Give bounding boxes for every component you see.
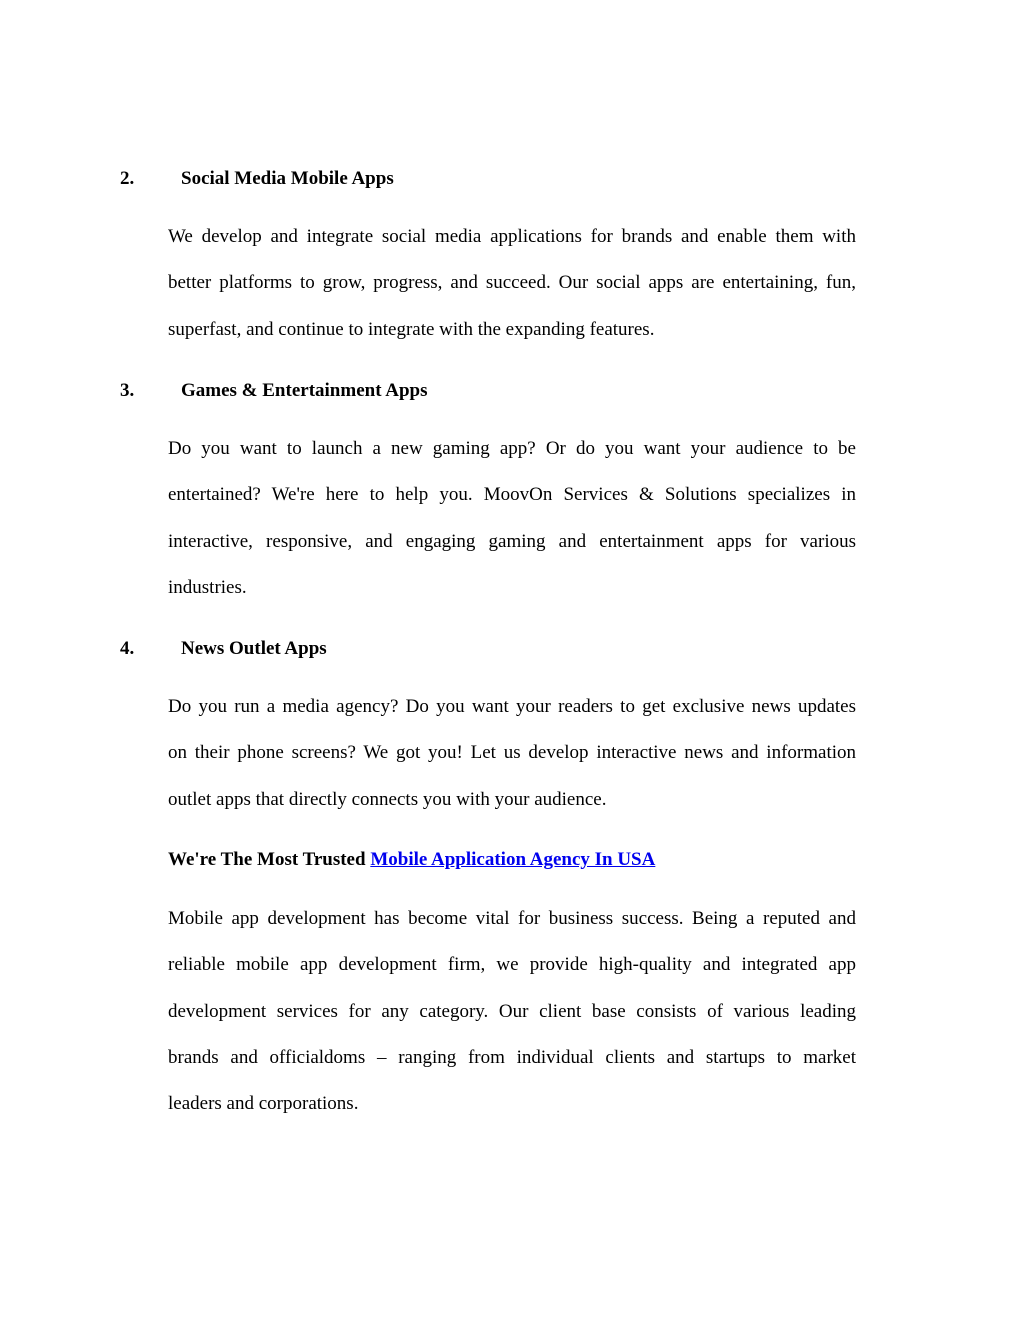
- trusted-heading: [168, 848, 655, 872]
- section-heading-social-media: [120, 167, 394, 191]
- paragraph-line: We develop and integrate social media applications for brands and enable them with: [168, 226, 856, 247]
- agency-link[interactable]: Mobile Application Agency In USA: [370, 849, 656, 870]
- section-number: 4.: [120, 638, 135, 659]
- trusted-prefix: We're The Most Trusted: [168, 849, 371, 870]
- paragraph-line: Do you run a media agency? Do you want your readers to get exclusive news updates: [168, 696, 856, 717]
- paragraph-line: brands and officialdoms – ranging from individual clients and startups to market: [168, 1046, 856, 1068]
- paragraph-line: Do you want to launch a new gaming app? Or do you want your audience to be: [168, 438, 856, 459]
- paragraph-line: on their phone screens? We got you! Let us develop interactive news and information: [168, 742, 856, 764]
- section-heading-games: [120, 379, 427, 403]
- section-title: Social Media Mobile Apps: [181, 168, 394, 189]
- paragraph-line: interactive, responsive, and engaging gaming and entertainment apps for various: [168, 530, 856, 552]
- section-title: Games & Entertainment Apps: [181, 380, 428, 401]
- section-heading-news: [120, 637, 327, 661]
- paragraph-line: superfast, and continue to integrate with the expanding features.: [168, 318, 655, 340]
- paragraph-line: industries.: [168, 576, 247, 598]
- paragraph-line: outlet apps that directly connects you with your audience.: [168, 788, 607, 810]
- paragraph-line: leaders and corporations.: [168, 1093, 359, 1115]
- paragraph-line: reliable mobile app development firm, we provide high-quality and integrated app: [168, 954, 856, 976]
- section-paragraph-news: [168, 684, 856, 823]
- section-paragraph-games: [168, 426, 856, 611]
- section-title: News Outlet Apps: [181, 638, 327, 659]
- paragraph-line: better platforms to grow, progress, and succeed. Our social apps are entertaining, fun,: [168, 272, 856, 294]
- section-number: 3.: [120, 380, 135, 401]
- section-number: 2.: [120, 168, 135, 189]
- paragraph-line: development services for any category. Our client base consists of various leading: [168, 1000, 856, 1022]
- closing-paragraph: [168, 896, 856, 1127]
- section-paragraph-social-media: [168, 214, 856, 353]
- paragraph-line: Mobile app development has become vital for business success. Being a reputed and: [168, 908, 856, 929]
- paragraph-line: entertained? We're here to help you. MoovOn Services & Solutions specializes in: [168, 484, 856, 506]
